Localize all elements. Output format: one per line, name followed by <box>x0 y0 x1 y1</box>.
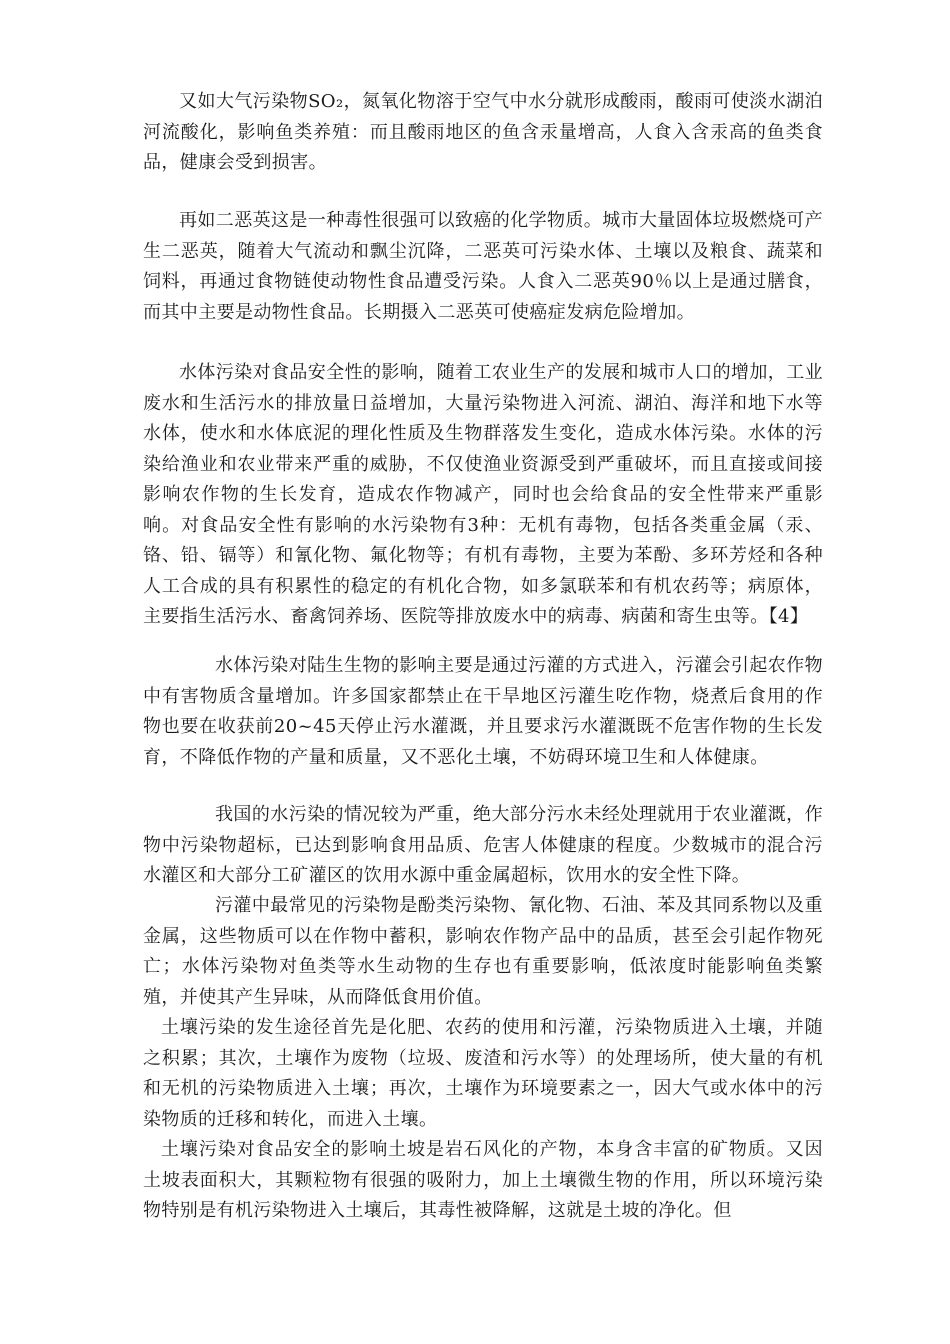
paragraph-soil-routes: 土壤污染的发生途径首先是化肥、农药的使用和污灌，污染物质进入土壤，并随之积累；其次，土壤作为废物（垃圾、废渣和污水等）的处理场所，使大量的有机和无机的污染物质进入土壤；再次，土壤作为环境要素之一，因大气或水体中的污染物质的迁移和转化，而进入土壤。 <box>143 1017 823 1130</box>
paragraph-soil-food-safety: 土壤污染对食品安全的影响土坡是岩石风化的产物，本身含丰富的矿物质。又因土坡表面积大，其颗粒物有很强的吸附力，加上土壤微生物的作用，所以环境污染物特别是有机污染物进入土壤后，其毒性被降解，这就是土坡的净化。但 <box>143 1139 823 1221</box>
paragraph-irrigation: 水体污染对陆生生物的影响主要是通过污灌的方式进入，污灌会引起农作物中有害物质含量增加。许多国家都禁止在干旱地区污灌生吃作物，烧煮后食用的作物也要在收获前20~45天停止污水灌溉，并且要求污水灌溉既不危害作物的生长发育，不降低作物的产量和质量，又不恶化土壤，不妨碍环境卫生和人体健康。 <box>143 655 823 768</box>
paragraph-acid-rain: 又如大气污染物SO₂，氮氧化物溶于空气中水分就形成酸雨，酸雨可使淡水湖泊河流酸化，影响鱼类养殖：而且酸雨地区的鱼含汞量增高，人食入含汞高的鱼类食品，健康会受到损害。 <box>143 91 823 173</box>
paragraph-china-water: 我国的水污染的情况较为严重，绝大部分污水未经处理就用于农业灌溉，作物中污染物超标，已达到影响食用品质、危害人体健康的程度。少数城市的混合污水灌区和大部分工矿灌区的饮用水源中重金属超标，饮用水的安全性下降。 <box>143 804 823 886</box>
paragraph-water-pollution: 水体污染对食品安全性的影响，随着工农业生产的发展和城市人口的增加，工业废水和生活污水的排放量日益增加，大量污染物进入河流、湖泊、海洋和地下水等水体，使水和水体底泥的理化性质及生物群落发生变化，造成水体污染。水体的污染给渔业和农业带来严重的威胁，不仅使渔业资源受到严重破坏，而且直接或间接影响农作物的生长发育，造成农作物减产，同时也会给食品的安全性带来严重影响。对食品安全性有影响的水污染物有3种：无机有毒物，包括各类重金属（汞、铬、铅、镉等）和氰化物、氟化物等；有机有毒物，主要为苯酚、多环芳烃和各种人工合成的具有积累性的稳定的有机化合物，如多氯联苯和有机农药等；病原体，主要指生活污水、畜禽饲养场、医院等排放废水中的病毒、病菌和寄生虫等。【4】 <box>143 362 823 627</box>
paragraph-dioxin: 再如二恶英这是一种毒性很强可以致癌的化学物质。城市大量固体垃圾燃烧可产生二恶英，随着大气流动和飘尘沉降，二恶英可污染水体、土壤以及粮食、蔬菜和饲料，再通过食物链使动物性食品遭受污染。人食入二恶英90％以上是通过膳食，而其中主要是动物性食品。长期摄入二恶英可使癌症发病危险增加。 <box>143 210 823 323</box>
paragraph-pollutants: 污灌中最常见的污染物是酚类污染物、氰化物、石油、苯及其同系物以及重金属，这些物质可以在作物中蓄积，影响农作物产品中的品质，甚至会引起作物死亡；水体污染物对鱼类等水生动物的生存也有重要影响，低浓度时能影响鱼类繁殖，并使其产生异味，从而降低食用价值。 <box>143 895 823 1008</box>
